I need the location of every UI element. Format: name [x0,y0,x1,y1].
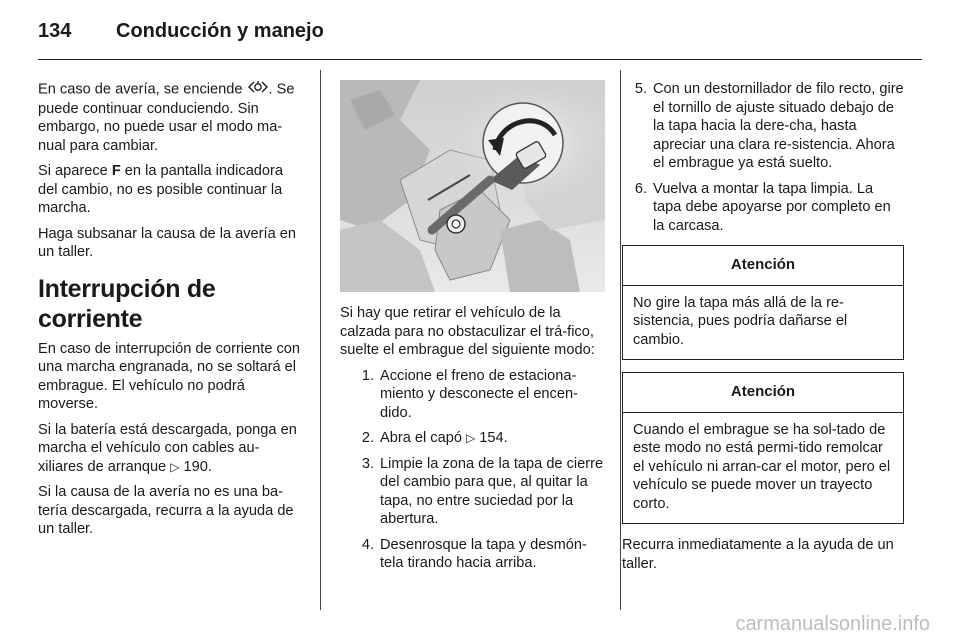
column-1 [38,80,303,546]
column-divider-left [320,70,321,610]
caution-box-1 [622,245,904,360]
caution-title: Atención [623,246,903,286]
paragraph-fault: En caso de avería, se enciende . Se puede continuar conduciendo. Sin embargo, no puede usar el modo ma-nual para cambiar. [38,81,295,154]
xref-triangle-icon: ▷ [466,431,476,445]
procedure-steps-b [622,80,904,235]
caution-title: Atención [623,373,903,413]
page-header [38,20,324,50]
paragraph-power-loss: En caso de interrupción de corriente con una marcha engranada, no se soltará el embrague. El vehículo no podrá moverse. [38,340,301,412]
column-3 [622,80,904,580]
page-title: Conducción y manejo [116,20,324,42]
list-item: 3. Limpie la zona de la tapa de cierre del cambio para que, al quitar la tapa, no entre suciedad por la abertura. [361,455,604,527]
procedure-steps-a [340,367,605,573]
caution-text: No gire la tapa más allá de la re-sistencia, pues podría dañarse el cambio. [633,294,848,348]
list-item: 4. Desenrosque la tapa y desmón-tela tirando hacia arriba. [361,536,587,571]
caution-text: Cuando el embrague se ha sol-tado de este modo no está permi-tido remolcar el vehículo ni arran-car el motor, pero el vehículo se puede mover un trayecto corto. [633,421,891,512]
page-number: 134 [38,20,72,42]
list-item: 5. Con un destornillador de filo recto, gire el tornillo de ajuste situado debajo de la tapa hacia la dere-cha, hasta apreciar una clara re-sistencia. Ahora el embrague ya está suelto. [634,81,904,171]
xref-triangle-icon: ▷ [170,459,180,474]
caution-box-2 [622,372,904,524]
watermark: carmanualsonline.info [735,613,930,635]
engine-illustration [340,80,605,292]
page-reference-link[interactable]: 190. [183,458,212,475]
header-divider [38,59,922,60]
list-item: 1. Accione el freno de estaciona-miento y desconecte el encen-dido. [361,367,578,421]
paragraph-release-intro: Si hay que retirar el vehículo de la calzada para no obstaculizar el trá-fico, suelte el embrague del siguiente modo: [340,305,595,358]
page-reference-link[interactable]: 154. [479,430,508,446]
gearbox-warning-icon [247,80,269,100]
paragraph-battery: Si la batería está descargada, ponga en marcha el vehículo con cables au-xiliares de arranque ▷ 190. [38,421,297,475]
paragraph-f-indicator: Si aparece F en la pantalla indicadora del cambio, no es posible continuar la marcha. [38,163,284,216]
paragraph-other-cause: Si la causa de la avería no es una ba-tería descargada, recurra a la ayuda de un taller. [38,484,294,537]
list-item: 2. Abra el capó ▷ 154. [361,430,508,446]
column-2 [340,80,605,580]
list-item: 6. Vuelva a montar la tapa limpia. La tapa debe apoyarse por completo en la carcasa. [634,180,891,234]
section-heading: Interrupción de corriente [38,274,216,333]
f-symbol: F [111,163,121,179]
column-divider-right [620,70,621,610]
paragraph-closing: Recurra inmediatamente a la ayuda de un taller. [622,537,894,572]
paragraph-workshop: Haga subsanar la causa de la avería en un taller. [38,225,296,260]
